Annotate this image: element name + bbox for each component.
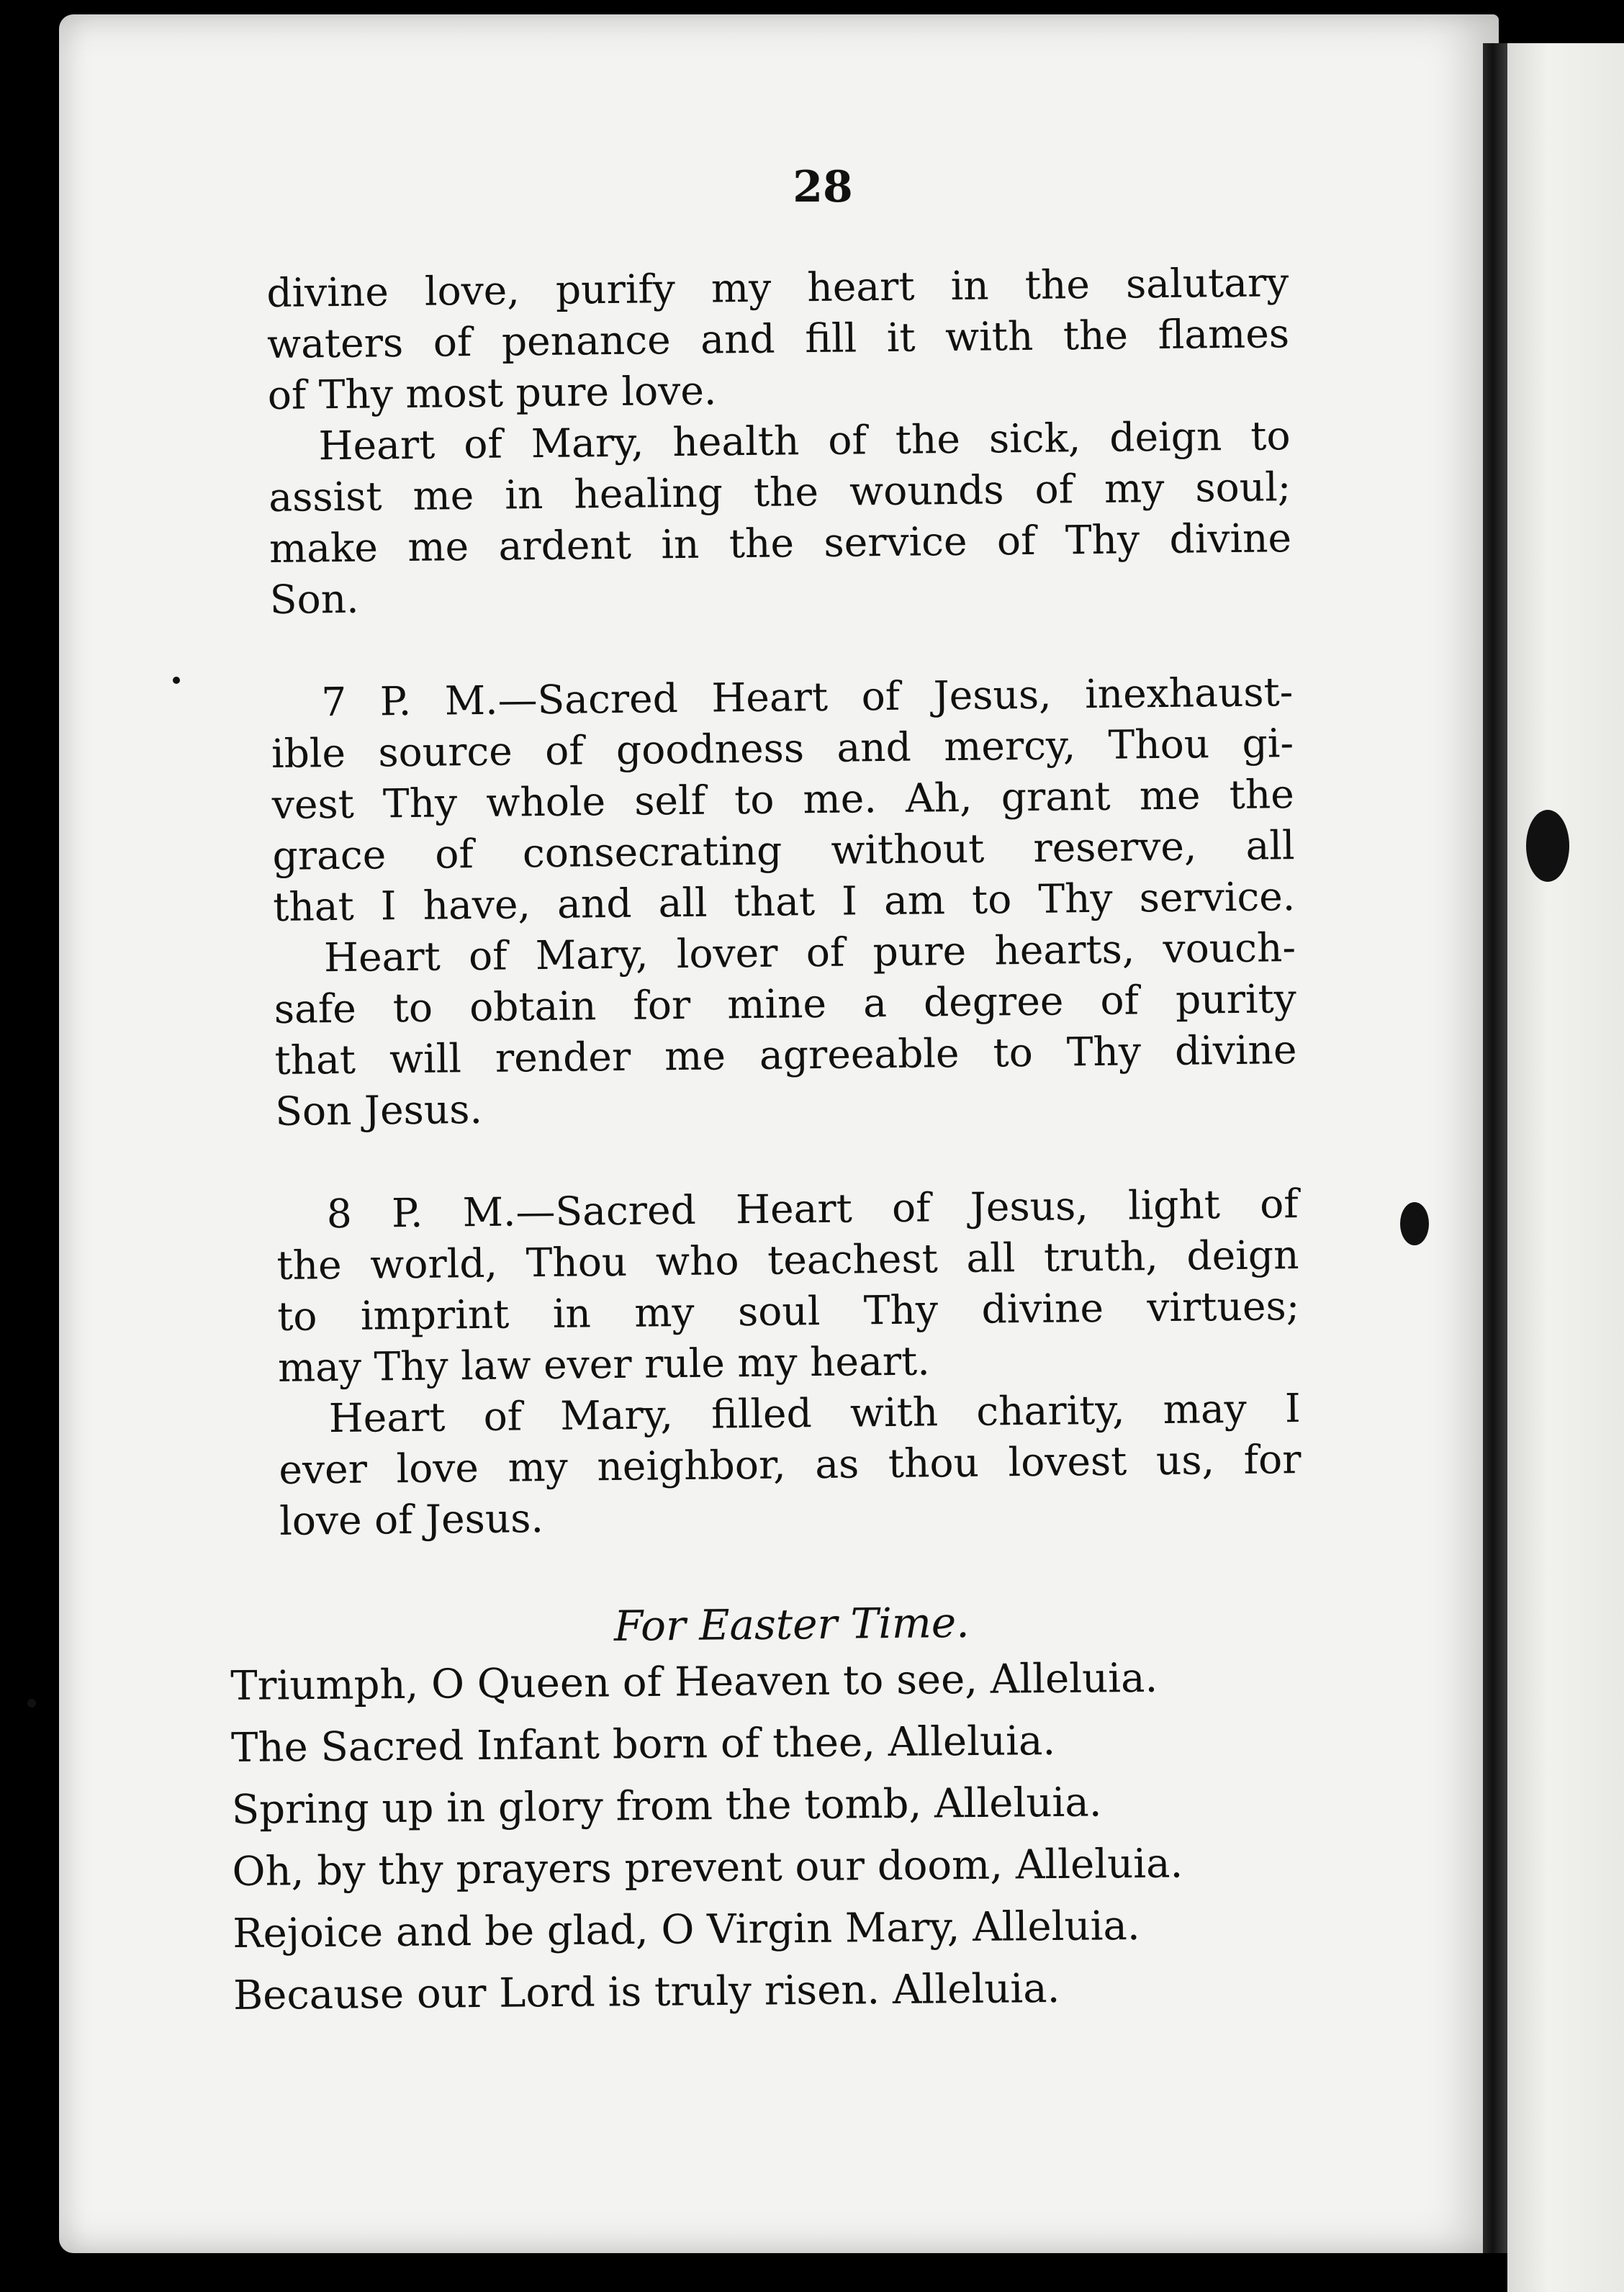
text-line: the world, Thou who teachest all truth, deign [276,1232,1299,1289]
paragraph [271,667,1296,933]
text-line: Heart of Mary, health of the sick, deign to [318,412,1291,469]
hymn-line: The Sacred Infant born of thee, Alleluia. [230,1718,1056,1772]
text-line: vest Thy whole self to me. Ah, grant me the [271,771,1295,828]
text-line: love of Jesus. [279,1495,544,1544]
text-line: that I have, and all that I am to Thy service. [272,873,1296,930]
paragraph [274,922,1298,1137]
ink-speck [173,677,180,684]
text-line: Heart of Mary, lover of pure hearts, vouch- [323,924,1296,981]
book-gutter [1483,43,1507,2253]
text-line: may Thy law ever rule my heart. [277,1337,931,1391]
hymn-line: Rejoice and be glad, O Virgin Mary, Alleluia. [233,1902,1140,1957]
paragraph [268,410,1292,626]
hymn-verse [230,1646,1270,2027]
text-line: waters of penance and fill it with the flames [266,310,1290,367]
text-line: ever love my neighbor, as thou lovest us, for [279,1436,1302,1493]
text-line: safe to obtain for mine a degree of purity [274,975,1297,1032]
text-line: that will render me agreeable to Thy divine [274,1027,1297,1083]
ink-blot [1526,810,1569,882]
paragraph [278,1383,1302,1547]
section-heading: For Easter Time. [613,1597,970,1651]
text-line: divine love, purify my heart in the salutary [266,259,1289,316]
facing-page-edge [1507,43,1624,2292]
text-line: Heart of Mary, filled with charity, may I [328,1385,1302,1442]
text-line: make me ardent in the service of Thy divine [269,515,1292,572]
hymn-line: Spring up in glory from the tomb, Alleluia. [231,1779,1102,1833]
page-number: 28 [793,162,853,212]
text-line: to imprint in my soul Thy divine virtues; [276,1283,1300,1340]
text-line: of Thy most pure love. [267,367,717,418]
text-line: Son. [269,575,359,623]
text-line: Son Jesus. [274,1086,483,1134]
body-text [266,257,1304,1697]
text-line: assist me in healing the wounds of my soul; [269,464,1291,520]
hymn-line: Triumph, O Queen of Heaven to see, Alleluia. [230,1654,1158,1710]
hymn-line: Oh, by thy prayers prevent our doom, Alleluia. [232,1840,1183,1895]
paragraph [266,257,1290,421]
text-line: grace of consecrating without reserve, all [272,822,1295,879]
text-line: 8 P. M.—Sacred Heart of Jesus, light of [326,1181,1299,1237]
paragraph [276,1178,1300,1394]
hymn-line: Because our Lord is truly risen. Alleluia. [233,1964,1060,2019]
text-line: ible source of goodness and mercy, Thou gi- [271,720,1294,777]
ink-speck [27,1699,36,1707]
ink-blot [1400,1202,1429,1245]
text-line: 7 P. M.—Sacred Heart of Jesus, inexhaust- [320,669,1294,726]
